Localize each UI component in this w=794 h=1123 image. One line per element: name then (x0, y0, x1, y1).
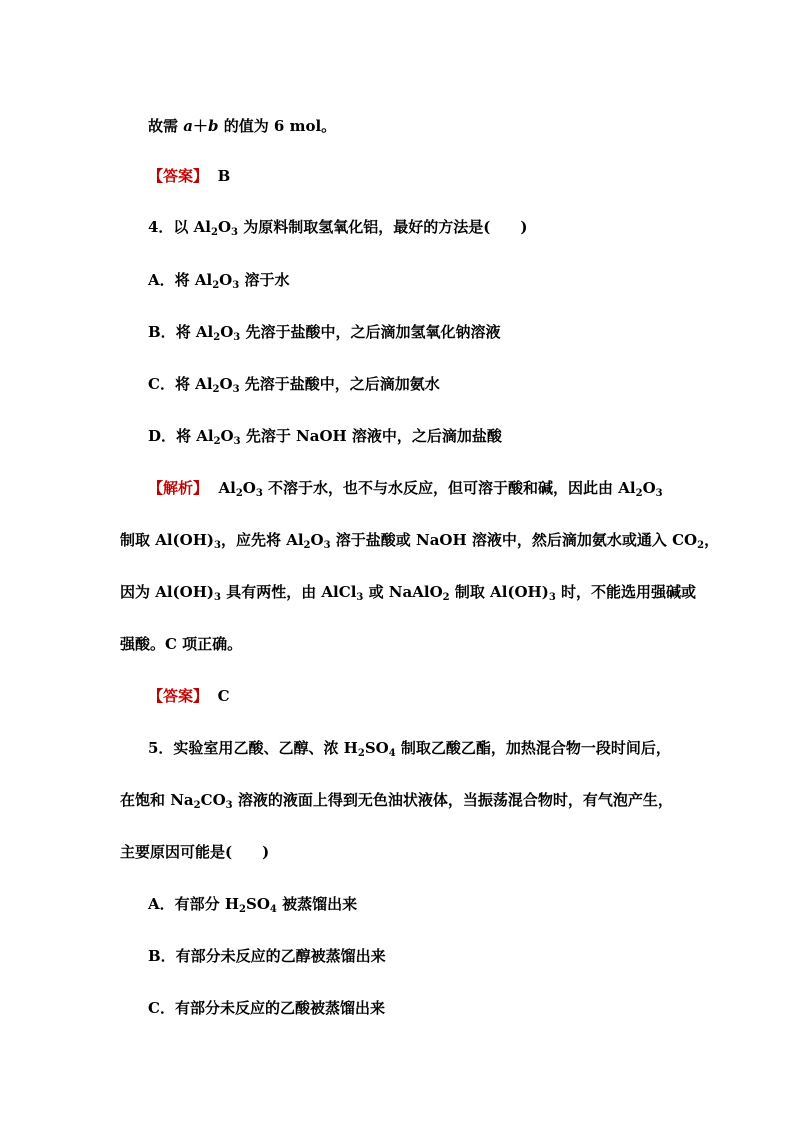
option-label: D． (148, 427, 177, 445)
question-4-option-b (148, 322, 501, 342)
question-4-option-d (148, 426, 502, 446)
text: O (220, 323, 234, 341)
text: 先溶于盐酸中，之后滴加氨水 (239, 375, 440, 393)
subscript: 4 (388, 748, 396, 759)
text: O (219, 375, 233, 393)
text: 不溶于水，也不与水反应，但可溶于酸和碱，因此由 Al (262, 479, 636, 497)
text: 具有两性，由 AlCl (220, 583, 357, 601)
text: 为原料制取氢氧化铝，最好的方法是( ) (238, 218, 528, 236)
text: ，应先将 Al (220, 531, 304, 549)
text: SO (364, 739, 389, 757)
text: 溶于水 (239, 271, 290, 289)
text: 制取 Al(OH) (449, 583, 549, 601)
variable-a: a (183, 117, 193, 135)
subscript: 4 (269, 904, 277, 915)
text: O (642, 479, 656, 497)
subscript: 3 (255, 488, 263, 499)
subscript: 2 (442, 592, 450, 603)
subscript: 3 (356, 592, 364, 603)
text: 将 Al (174, 375, 213, 393)
option-label: B． (148, 323, 176, 341)
plus-sign: ＋ (192, 117, 208, 135)
answer-value: C (217, 687, 230, 705)
text: 先溶于 NaOH 溶液中，之后滴加盐酸 (240, 427, 502, 445)
question-5-option-c (148, 998, 385, 1018)
question-4-option-a (148, 270, 289, 290)
text: 或 NaAlO (363, 583, 443, 601)
analysis-line-1 (148, 478, 663, 498)
question-5-option-a (148, 894, 357, 914)
question-5-option-b (148, 946, 386, 966)
subscript: 2 (697, 540, 705, 551)
text: 溶于盐酸或 NaOH 溶液中，然后滴加氨水或通入 CO (330, 531, 698, 549)
text: O (220, 427, 234, 445)
answer-block-q3 (148, 166, 230, 186)
text: 4．以 Al (148, 218, 211, 236)
text: 5．实验室用乙酸、乙醇、浓 H (148, 739, 358, 757)
answer-tag: 【答案】 (148, 167, 209, 185)
text: 在饱和 Na (120, 791, 194, 809)
question-4-stem (148, 217, 527, 237)
text: O (217, 218, 232, 236)
text: C．有部分未反应的乙酸被蒸馏出来 (148, 999, 385, 1017)
text: B．有部分未反应的乙醇被蒸馏出来 (148, 947, 386, 965)
question-4-option-c (148, 374, 440, 394)
subscript: 3 (214, 540, 221, 551)
text: O (310, 531, 324, 549)
subscript: 2 (193, 800, 201, 811)
text: O (219, 271, 233, 289)
subscript: 2 (213, 436, 221, 447)
subscript: 3 (233, 436, 241, 447)
subscript: 2 (213, 332, 221, 343)
subscript: 2 (357, 748, 365, 759)
text: 强酸。C 项正确。 (120, 635, 243, 653)
text: 制取乙酸乙酯，加热混合物一段时间后， (395, 739, 671, 757)
text: 因为 Al(OH) (120, 583, 214, 601)
previous-solution-conclusion (148, 116, 336, 136)
question-5-stem-line-1 (148, 738, 671, 758)
subscript: 2 (239, 904, 247, 915)
text: 先溶于盐酸中，之后滴加氢氧化钠溶液 (240, 323, 501, 341)
analysis-line-3 (120, 582, 696, 602)
subscript: 2 (303, 540, 311, 551)
subscript: 3 (323, 540, 331, 551)
text: 时，不能选用强碱或 (555, 583, 697, 601)
question-5-stem-line-3 (120, 842, 269, 862)
subscript: 2 (635, 488, 643, 499)
text: ， (704, 531, 720, 549)
subscript: 3 (231, 227, 239, 238)
option-label: A． (148, 895, 175, 913)
answer-value: B (217, 167, 231, 185)
text: O (242, 479, 256, 497)
subscript: 2 (212, 280, 220, 291)
subscript: 3 (233, 332, 241, 343)
analysis-line-4 (120, 634, 242, 654)
text: 将 Al (176, 427, 214, 445)
subscript: 2 (235, 488, 243, 499)
subscript: 3 (548, 592, 556, 603)
text: 主要原因可能是( ) (120, 843, 270, 861)
answer-tag: 【答案】 (148, 687, 209, 705)
text: SO (246, 895, 270, 913)
subscript: 3 (655, 488, 663, 499)
analysis-tag: 【解析】 (148, 479, 209, 497)
option-label: A． (148, 271, 175, 289)
text: 的值为 6 mol。 (218, 117, 337, 135)
text: 将 Al (174, 271, 213, 289)
answer-block-q4 (148, 686, 230, 706)
text: Al (218, 479, 236, 497)
text: CO (200, 791, 226, 809)
text: 被蒸馏出来 (276, 895, 358, 913)
subscript: 3 (232, 384, 240, 395)
analysis-line-2 (120, 530, 719, 550)
text: 有部分 H (174, 895, 240, 913)
subscript: 3 (232, 280, 240, 291)
text: 制取 Al(OH) (120, 531, 214, 549)
question-5-stem-line-2 (120, 790, 673, 810)
subscript: 2 (212, 384, 220, 395)
variable-b: b (207, 117, 219, 135)
subscript: 2 (211, 227, 218, 238)
subscript: 3 (225, 800, 233, 811)
text: 将 Al (175, 323, 214, 341)
text: 溶液的液面上得到无色油状液体，当振荡混合物时，有气泡产生， (232, 791, 673, 809)
text: 故需 (148, 117, 184, 135)
subscript: 3 (214, 592, 221, 603)
option-label: C． (148, 375, 175, 393)
